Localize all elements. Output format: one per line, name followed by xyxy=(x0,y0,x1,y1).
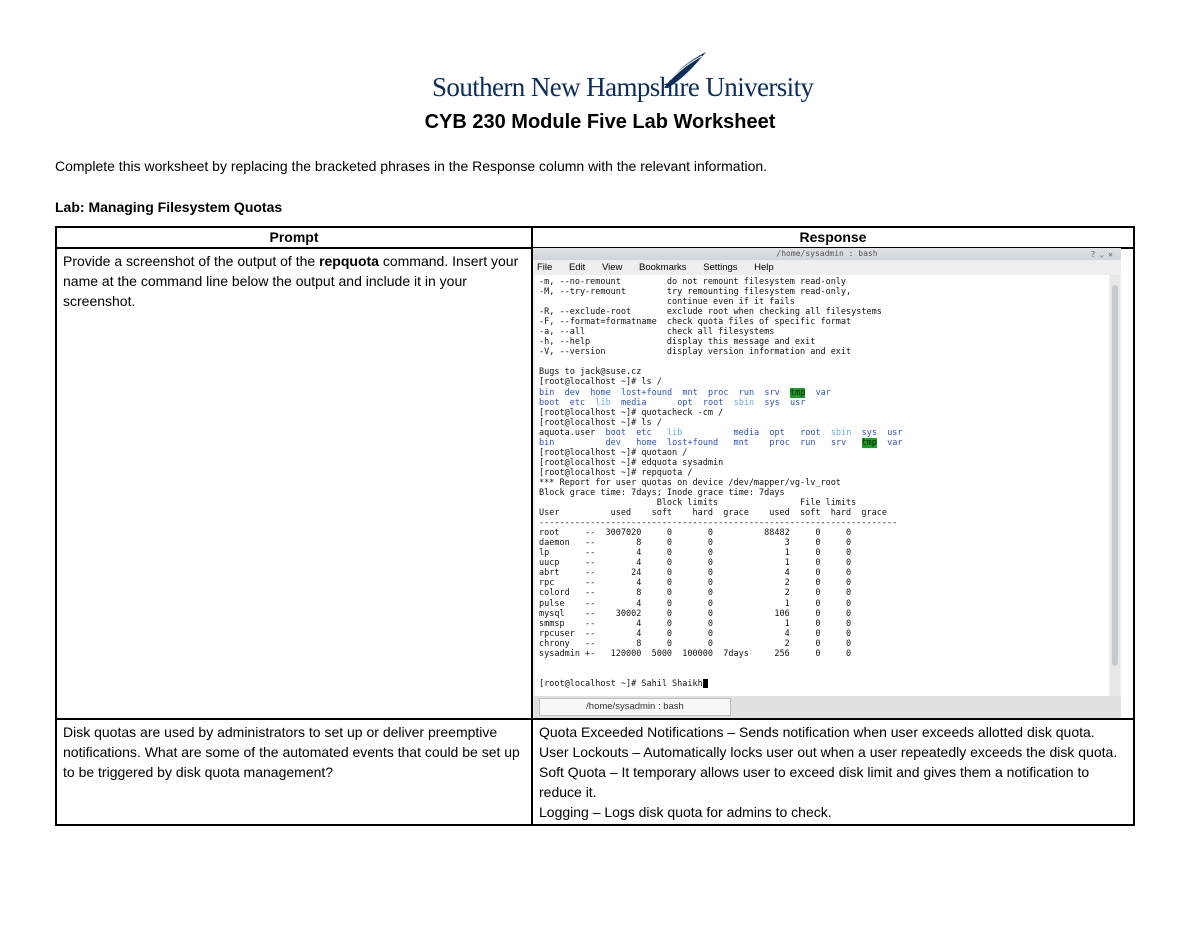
terminal-line: Block limits File limits xyxy=(539,498,857,509)
terminal-line: [root@localhost ~]# quotaon / xyxy=(539,447,688,458)
table-row xyxy=(56,719,1134,825)
terminal-titlebar xyxy=(533,248,1121,260)
terminal-line: -h, --help display this message and exit xyxy=(539,337,816,348)
row1-prompt: Provide a screenshot of the output of the repquota command. Insert your name at the command line below the output and include it in your screenshot. xyxy=(56,248,532,719)
terminal-line: bin dev home lost+found mnt proc run srv tmp var xyxy=(539,387,831,398)
table-row xyxy=(56,248,1134,719)
terminal-menubar xyxy=(533,260,1121,275)
terminal-line xyxy=(539,659,1105,669)
prompt-header: Prompt xyxy=(56,227,532,248)
terminal-screenshot xyxy=(533,248,1121,718)
response-item: Logging – Logs disk quota for admins to check. xyxy=(539,804,832,820)
terminal-tab: /home/sysadmin : bash xyxy=(539,698,731,716)
university-name: Southern New Hampshire University xyxy=(432,72,814,102)
terminal-line: rpcuser -- 4 0 0 4 0 0 xyxy=(539,628,852,639)
terminal-line: -F, --format=formatname check quota files of specific format xyxy=(539,317,852,328)
table-header-row xyxy=(56,227,1134,248)
terminal-line: root -- 3007020 0 0 88482 0 0 xyxy=(539,528,852,539)
repquota-term: repquota xyxy=(319,253,379,269)
university-logo xyxy=(432,50,814,106)
terminal-line: [root@localhost ~]# ls / xyxy=(539,377,662,388)
lab-title: Lab: Managing Filesystem Quotas xyxy=(55,199,283,215)
menu-file: File xyxy=(537,262,553,273)
terminal-line: chrony -- 8 0 0 2 0 0 xyxy=(539,638,852,649)
terminal-line: lp -- 4 0 0 1 0 0 xyxy=(539,548,852,559)
response-item: User Lockouts – Automatically locks user out when a user repeatedly exceeds the disk quota. xyxy=(539,744,1118,760)
terminal-line: colord -- 8 0 0 2 0 0 xyxy=(539,588,852,599)
terminal-line: -m, --no-remount do not remount filesystem read-only xyxy=(539,277,847,287)
terminal-scrollbar xyxy=(1110,275,1120,696)
terminal-line: abrt -- 24 0 0 4 0 0 xyxy=(539,568,852,579)
terminal-line: [root@localhost ~]# repquota / xyxy=(539,467,693,478)
menu-help: Help xyxy=(754,262,774,273)
text-cursor-icon xyxy=(703,679,708,688)
instructions: Complete this worksheet by replacing the bracketed phrases in the Response column with the relevant information. xyxy=(55,158,768,174)
terminal-line: aquota.user boot etc lib media opt root sbin sys usr xyxy=(539,427,903,438)
terminal-line: Bugs to jack@suse.cz xyxy=(539,367,642,378)
terminal-line: -M, --try-remount try remounting filesystem read-only, xyxy=(539,287,852,298)
terminal-line: continue even if it fails xyxy=(539,297,795,308)
menu-view: View xyxy=(601,262,623,273)
terminal-line: [root@localhost ~]# quotacheck -cm / xyxy=(539,407,724,418)
menu-settings: Settings xyxy=(703,262,738,273)
terminal-line: mysql -- 30002 0 0 106 0 0 xyxy=(539,608,852,619)
terminal-line: rpc -- 4 0 0 2 0 0 xyxy=(539,578,852,589)
terminal-line: *** Report for user quotas on device /dev/mapper/vg-lv_root xyxy=(539,477,841,488)
terminal-output xyxy=(535,275,1109,696)
menu-edit: Edit xyxy=(568,262,586,273)
response-header: Response xyxy=(532,227,1134,248)
terminal-line: [root@localhost ~]# Sahil Shaikh xyxy=(539,679,1105,689)
terminal-line xyxy=(539,669,1105,679)
terminal-line: uucp -- 4 0 0 1 0 0 xyxy=(539,558,852,569)
page-title: CYB 230 Module Five Lab Worksheet xyxy=(424,111,776,133)
terminal-line: -V, --version display version information and exit xyxy=(539,347,852,358)
terminal-line: [root@localhost ~]# edquota sysadmin xyxy=(539,457,724,468)
response-item: Soft Quota – It temporary allows user to exceed disk limit and gives them a notification to reduce it. xyxy=(539,764,1090,800)
terminal-line xyxy=(539,357,1105,367)
row1-response xyxy=(532,248,1134,719)
terminal-line: bin dev home lost+found mnt proc run srv tmp var xyxy=(539,437,903,448)
terminal-line: -R, --exclude-root exclude root when checking all filesystems xyxy=(539,307,882,318)
terminal-line: pulse -- 4 0 0 1 0 0 xyxy=(539,598,852,609)
row2-response xyxy=(532,719,1134,825)
terminal-line: Block grace time: 7days; Inode grace time: 7days xyxy=(539,487,785,498)
menu-bookmarks: Bookmarks xyxy=(639,262,687,273)
terminal-title: /home/sysadmin : bash xyxy=(776,249,878,258)
terminal-line: User used soft hard grace used soft hard grace xyxy=(539,508,887,519)
row2-prompt: Disk quotas are used by administrators to set up or deliver preemptive notifications. What are some of the automated events that could be set up to be triggered by disk quota management? xyxy=(56,719,532,825)
terminal-line: -a, --all check all filesystems xyxy=(539,327,775,338)
worksheet-table xyxy=(55,226,1135,826)
terminal-line: boot etc lib media opt root sbin sys usr xyxy=(539,397,806,408)
terminal-line: sysadmin +- 120000 5000 100000 7days 256 0 0 xyxy=(539,648,852,659)
terminal-line: daemon -- 8 0 0 3 0 0 xyxy=(539,538,852,549)
response-item: Quota Exceeded Notifications – Sends notification when user exceeds allotted disk quota. xyxy=(539,724,1095,740)
terminal-line: smmsp -- 4 0 0 1 0 0 xyxy=(539,618,852,629)
terminal-line: ---------------------------------------------------------------------- xyxy=(539,518,898,529)
window-controls-icon: ?⌄✕ xyxy=(1090,250,1117,259)
terminal-line: [root@localhost ~]# ls / xyxy=(539,417,662,428)
terminal-tabbar xyxy=(533,696,1121,718)
